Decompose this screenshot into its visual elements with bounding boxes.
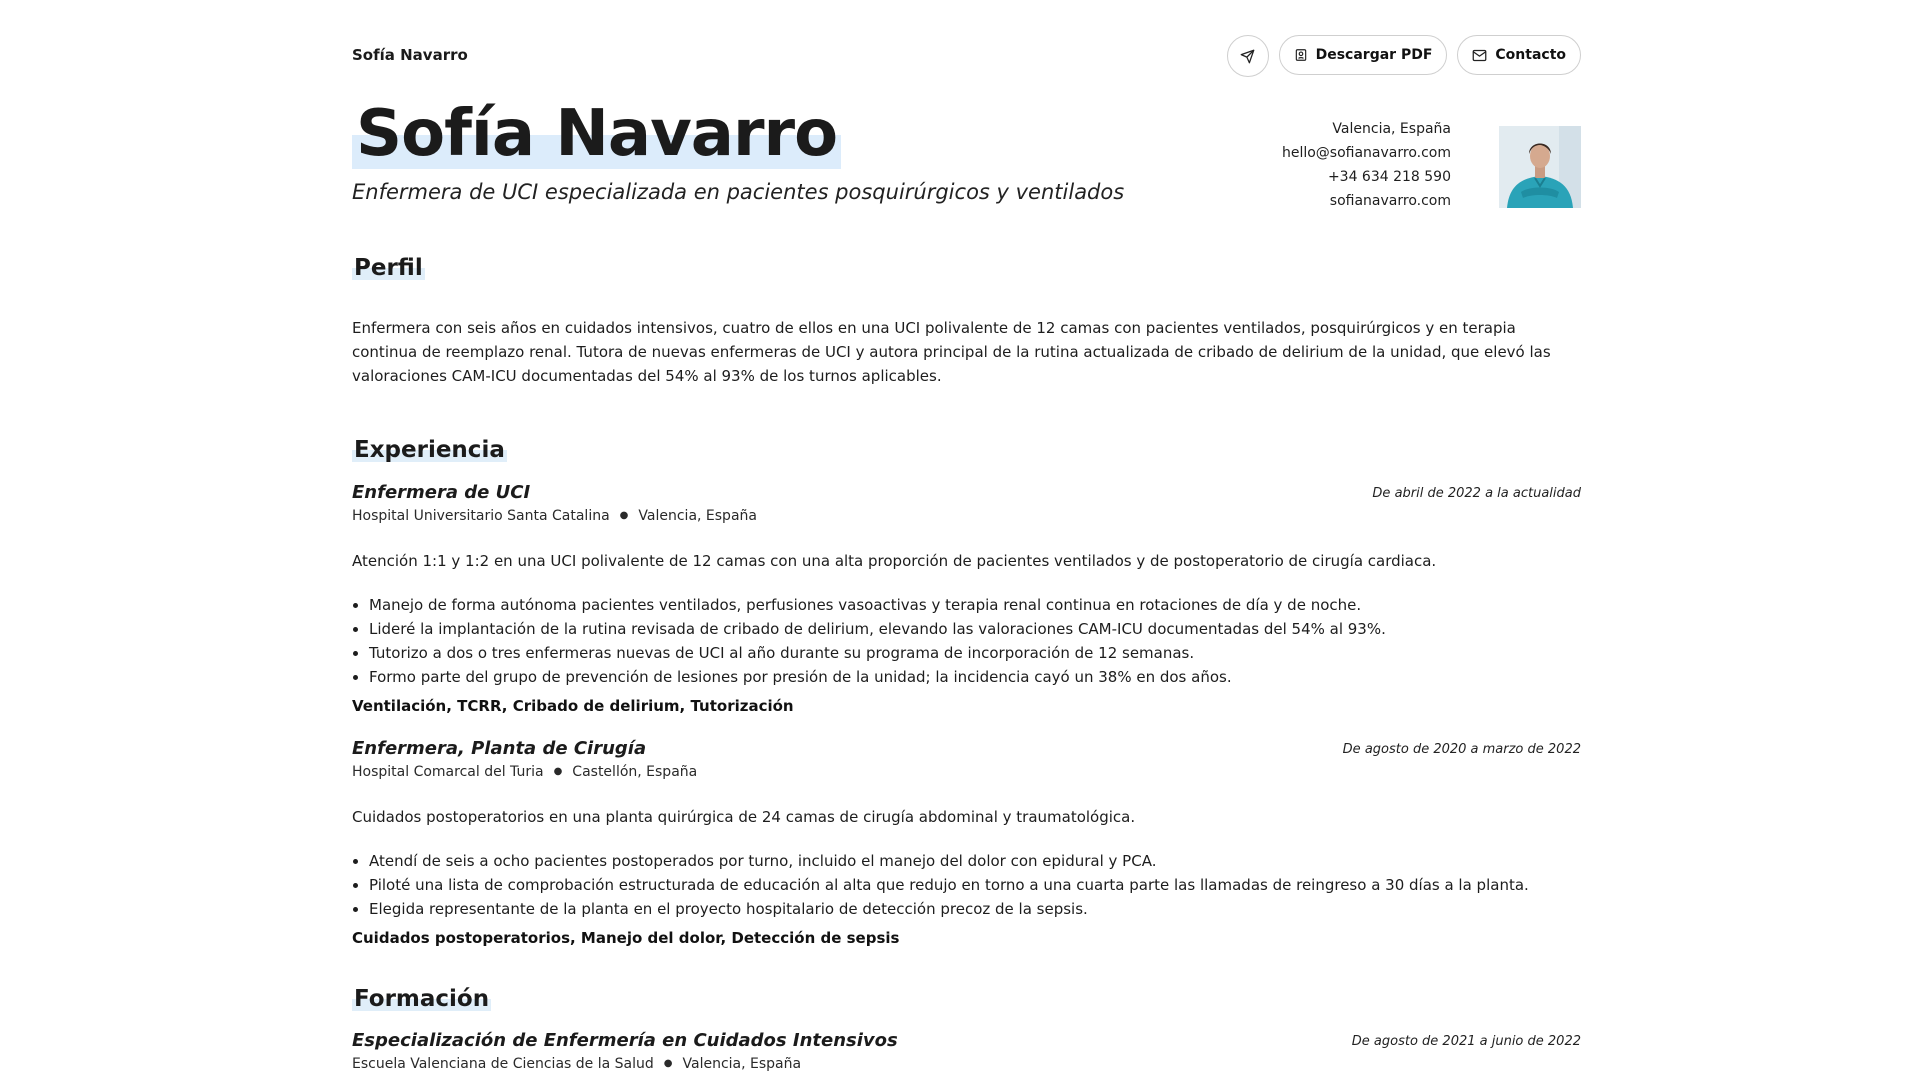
document-icon [1294, 48, 1308, 62]
job-location: Castellón, España [572, 764, 698, 780]
separator-dot: ● [553, 766, 563, 777]
send-icon [1240, 49, 1255, 64]
download-pdf-button[interactable] [1279, 35, 1448, 75]
list-item: • Manejo de forma autónoma pacientes ventilados, perfusiones vasoactivas y terapia renal continua en rotaciones de día y de noche. [369, 593, 1386, 617]
resume-header [352, 95, 1581, 225]
job-date: De agosto de 2020 a marzo de 2022 [1342, 742, 1581, 757]
mail-icon [1472, 49, 1487, 62]
email-link[interactable]: hello@sofianavarro.com [1281, 145, 1451, 161]
job-location: Valencia, España [638, 508, 757, 524]
list-item: • Formo parte del grupo de prevención de lesiones por presión de la unidad; la incidencia cayó un 38% en dos años. [369, 665, 1386, 689]
list-item: • Elegida representante de la planta en el proyecto hospitalario de detección precoz de la sepsis. [369, 897, 1529, 921]
contact-button[interactable] [1457, 35, 1581, 75]
job-bullets [352, 849, 1529, 921]
list-item: • Atendí de seis a ocho pacientes postoperados por turno, incluido el manejo del dolor con epidural y PCA. [369, 849, 1529, 873]
contact-info [1282, 117, 1451, 213]
list-item: • Tutorizo a dos o tres enfermeras nuevas de UCI al año durante su programa de incorporación de 12 semanas. [369, 641, 1386, 665]
brand-name[interactable]: Sofía Navarro [352, 46, 468, 64]
section-title-profile: Perfil [354, 255, 423, 281]
top-bar [352, 35, 1581, 77]
list-item: • Lideré la implantación de la rutina revisada de cribado de delirium, elevando las valoraciones CAM-ICU documentadas del 54% al 93%. [369, 617, 1386, 641]
list-item: • Piloté una lista de comprobación estructurada de educación al alta que redujo en torno a una cuarta parte las llamadas de reingreso a 30 días a la planta. [369, 873, 1529, 897]
education-date: De agosto de 2021 a junio de 2022 [1351, 1034, 1581, 1049]
education-org [352, 1056, 801, 1072]
download-pdf-label: Descargar PDF [1315, 47, 1433, 63]
job-description: Atención 1:1 y 1:2 en una UCI polivalente de 12 camas con una alta proporción de pacientes ventilados y de postoperatorio de cirugía cardiaca. [352, 552, 1437, 570]
job-org [352, 764, 697, 780]
phone-link[interactable]: +34 634 218 590 [1327, 169, 1451, 185]
job-date: De abril de 2022 a la actualidad [1372, 486, 1581, 501]
education-school: Escuela Valenciana de Ciencias de la Salud [352, 1056, 654, 1072]
profile-photo [1499, 126, 1581, 208]
contact-label: Contacto [1495, 47, 1566, 63]
education-location: Valencia, España [682, 1056, 802, 1072]
job-org [352, 508, 757, 524]
top-actions [1227, 35, 1581, 77]
profile-text: Enfermera con seis años en cuidados intensivos, cuatro de ellos en una UCI polivalente de 12 camas con pacientes ventilados, posquirúrgicos y en terapia continua de reemplazo renal. Tutora de nuevas enfermeras de UCI y autora principal de la rutina actualizada de cribado de delirium de la unidad, que elevó las valoraciones CAM-ICU documentadas del 54% al 93% de los turnos aplicables. [352, 319, 1551, 385]
section-title-experience: Experiencia [354, 437, 505, 463]
job-title: Enfermera de UCI [352, 482, 531, 503]
job-skills: Cuidados postoperatorios, Manejo del dolor, Detección de sepsis [352, 929, 900, 947]
job-employer: Hospital Universitario Santa Catalina [352, 508, 610, 524]
name-wrap [352, 95, 841, 173]
page-title: Sofía Navarro [352, 95, 841, 173]
headline: Enfermera de UCI especializada en pacientes posquirúrgicos y ventilados [352, 180, 1125, 204]
job-skills: Ventilación, TCRR, Cribado de delirium, Tutorización [352, 697, 794, 715]
job-title: Enfermera, Planta de Cirugía [352, 738, 647, 759]
job-bullets [352, 593, 1386, 689]
location-text: Valencia, España [1332, 121, 1451, 137]
section-title-education: Formación [354, 986, 490, 1012]
website-link[interactable]: sofianavarro.com [1329, 193, 1451, 209]
separator-dot: ● [663, 1058, 673, 1069]
share-button[interactable] [1227, 35, 1269, 77]
job-employer: Hospital Comarcal del Turia [352, 764, 544, 780]
education-title: Especialización de Enfermería en Cuidados Intensivos [352, 1030, 898, 1051]
job-description: Cuidados postoperatorios en una planta quirúrgica de 24 camas de cirugía abdominal y traumatológica. [352, 808, 1136, 826]
separator-dot: ● [619, 510, 629, 521]
